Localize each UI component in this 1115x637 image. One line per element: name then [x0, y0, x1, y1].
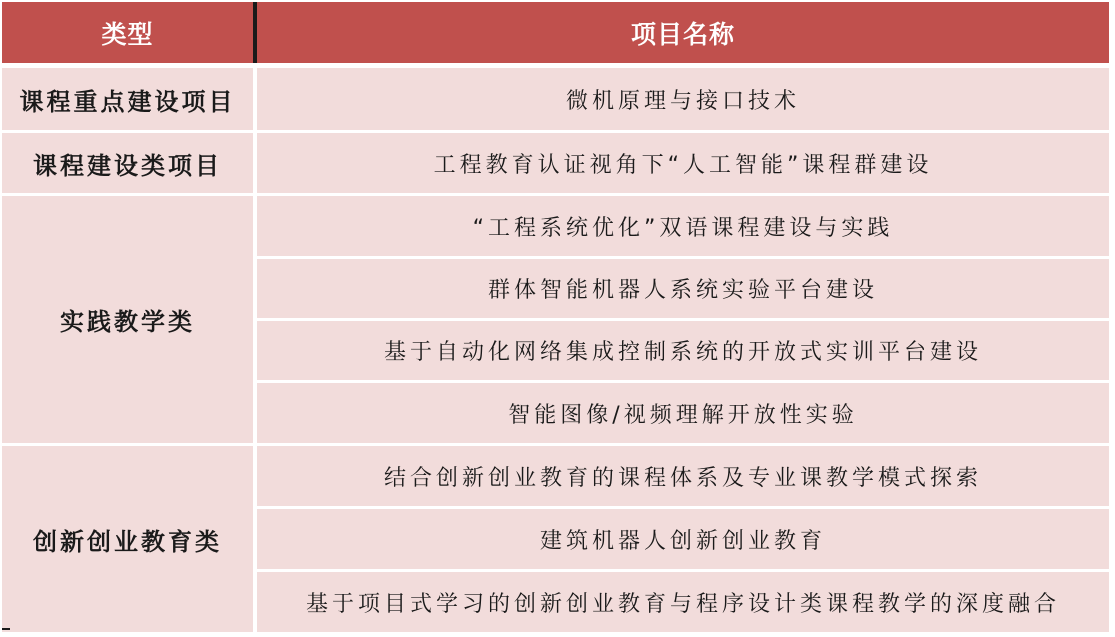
project-cell: 工程教育认证视角下“人工智能”课程群建设	[257, 133, 1109, 193]
type-cell-course-construction: 课程建设类项目	[2, 133, 253, 193]
project-cell: 基于自动化网络集成控制系统的开放式实训平台建设	[257, 321, 1109, 380]
project-cell: 智能图像/视频理解开放性实验	[257, 383, 1109, 443]
paragraph-mark	[2, 628, 10, 634]
project-cell: 微机原理与接口技术	[257, 68, 1109, 130]
project-table	[2, 2, 1109, 632]
header-type: 类型	[2, 2, 253, 63]
type-cell-innovation-education: 创新创业教育类	[2, 446, 253, 632]
project-cell: 结合创新创业教育的课程体系及专业课教学模式探索	[257, 446, 1109, 506]
header-project-name: 项目名称	[257, 2, 1109, 63]
type-cell-practice-teaching: 实践教学类	[2, 196, 253, 443]
project-cell: 建筑机器人创新创业教育	[257, 509, 1109, 569]
type-cell-key-course: 课程重点建设项目	[2, 68, 253, 130]
project-cell: 群体智能机器人系统实验平台建设	[257, 259, 1109, 318]
project-cell: 基于项目式学习的创新创业教育与程序设计类课程教学的深度融合	[257, 572, 1109, 632]
project-cell: “工程系统优化”双语课程建设与实践	[257, 196, 1109, 256]
